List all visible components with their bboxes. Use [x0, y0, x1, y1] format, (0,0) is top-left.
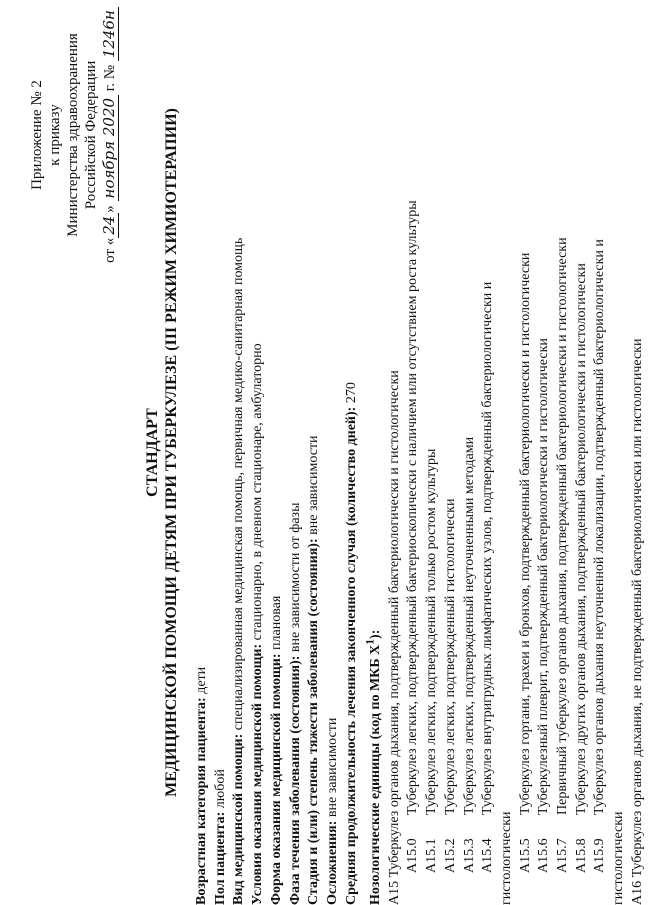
field-duration: [343, 25, 362, 905]
icd-description: Туберкулез легких, подтвержденный только ростом культуры: [424, 448, 440, 815]
icd-description: Первичный туберкулез органов дыхания, подтвержденный бактериологически и гистологически: [555, 237, 571, 815]
icd-description: Туберкулез органов дыхания неуточненной локализации, подтвержденный бактериологически и: [592, 239, 608, 815]
title-subtitle: МЕДИЦИНСКОЙ ПОМОЩИ ДЕТЯМ ПРИ ТУБЕРКУЛЕЗЕ (III РЕЖИМ ХИМИОТЕРАПИИ): [163, 108, 180, 797]
icd-description: Туберкулез легких, подтвержденный гистологически: [442, 498, 458, 815]
field-value: дети: [194, 666, 209, 694]
standard-fields: [193, 25, 648, 905]
document-title: [143, 20, 181, 885]
order-mid: »: [102, 205, 118, 213]
field-label: Пол пациента:: [212, 811, 228, 905]
field-label: Вид медицинской помощи:: [231, 733, 247, 905]
field-conditions: [249, 25, 268, 905]
icd-row: [591, 25, 610, 905]
order-number-handwritten: 1246н: [100, 7, 119, 61]
icd-row: [423, 25, 442, 905]
icd-code: A15.8: [573, 838, 589, 873]
icd-description: Туберкулез внутригрудных лимфатических узлов, подтвержденный бактериологически и: [480, 281, 496, 815]
icd-row: [442, 25, 461, 905]
icd-row: [573, 25, 592, 905]
icd-description: Туберкулезный плеврит, подтвержденный бактериологически и гистологически: [536, 338, 552, 815]
icd-description: Туберкулез других органов дыхания, подтвержденный бактериологически и гистологически: [573, 263, 589, 815]
field-label: [363, 629, 383, 905]
icd-code: A15.6: [536, 838, 552, 873]
icd-row: [404, 25, 423, 905]
icd-code: A15.2: [442, 838, 458, 873]
field-value: 270: [343, 382, 359, 404]
icd-description: гистологически: [611, 811, 627, 905]
appendix-line-2: к приказу: [47, 104, 63, 166]
field-form: [268, 25, 287, 905]
field-stage: [305, 25, 324, 905]
field-label: Осложнения:: [324, 820, 340, 905]
appendix-line-3: Министерства здравоохранения: [65, 33, 81, 237]
title-heading: СТАНДАРТ: [144, 408, 161, 497]
icd-row: [535, 25, 554, 905]
icd-code: A15.7: [555, 838, 571, 873]
icd-row: [554, 25, 573, 905]
nosology-label-text: Нозологические единицы (код по МКБ X: [367, 644, 383, 905]
field-sex: [212, 25, 231, 905]
field-label: Стадия и (или) степень тяжести заболевания (состояния):: [306, 538, 322, 905]
icd-row: [517, 25, 536, 905]
field-value: стационарно, в дневном стационаре, амбулаторно: [250, 343, 266, 641]
icd-row: [498, 25, 517, 905]
field-value: вне зависимости от фазы: [287, 502, 303, 653]
appendix-header: [28, 5, 119, 265]
field-label: Средняя продолжительность лечения законченного случая (количество дней):: [343, 406, 359, 905]
icd-row: [461, 25, 480, 905]
icd-group-a16: A16 Туберкулез органов дыхания, не подтвержденный бактериологически или гистологически: [629, 338, 645, 905]
order-suffix: г. №: [102, 64, 118, 92]
icd-description: Туберкулез легких, подтвержденный неуточненными методами: [461, 436, 477, 815]
field-value: вне зависимости: [324, 717, 340, 818]
field-value: любой: [212, 769, 228, 809]
field-label: Форма оказания медицинской помощи:: [268, 653, 284, 905]
order-date-line: [100, 5, 119, 265]
icd-code: A15.0: [405, 838, 421, 873]
nosology-label-tail: ):: [367, 629, 383, 639]
icd-code: A15.1: [424, 838, 440, 873]
field-nosology: [361, 25, 385, 905]
field-value: специализированная медицинская помощь, первичная медико-санитарная помощь: [231, 237, 247, 731]
field-label: Условия оказания медицинской помощи:: [250, 643, 266, 905]
icd-description: гистологически: [498, 811, 514, 905]
icd-row: [610, 25, 629, 905]
appendix-line-4: Российской Федерации: [83, 60, 99, 210]
icd-code: A15.3: [461, 838, 477, 873]
field-age: [193, 25, 212, 905]
order-day-handwritten: 24: [100, 213, 119, 238]
field-value: плановая: [268, 595, 284, 650]
icd-description: Туберкулез легких, подтвержденный бактериоскопически с наличием или отсутствием роста культуры: [405, 200, 421, 815]
field-label: Возрастная категория пациента:: [194, 697, 209, 905]
icd-group-a15: A15 Туберкулез органов дыхания, подтвержденный бактериологически и гистологически: [386, 370, 402, 905]
icd-code: A15.9: [592, 838, 608, 873]
appendix-line-1: Приложение № 2: [29, 80, 45, 190]
icd-description: Туберкулез гортани, трахеи и бронхов, подтвержденный бактериологически и гистологически: [517, 252, 533, 815]
footnote-marker: 1: [363, 638, 377, 645]
field-value: вне зависимости: [306, 435, 322, 535]
order-month-year-handwritten: ноября 2020: [100, 95, 119, 201]
icd-list: [404, 25, 628, 905]
field-care-type: [230, 25, 249, 905]
icd-code: A15.5: [517, 838, 533, 873]
field-label: Фаза течения заболевания (состояния):: [287, 655, 303, 905]
icd-row: [479, 25, 498, 905]
field-phase: [287, 25, 306, 905]
field-complications: [324, 25, 343, 905]
order-prefix: от «: [102, 237, 118, 263]
icd-code: A15.4: [480, 838, 496, 873]
